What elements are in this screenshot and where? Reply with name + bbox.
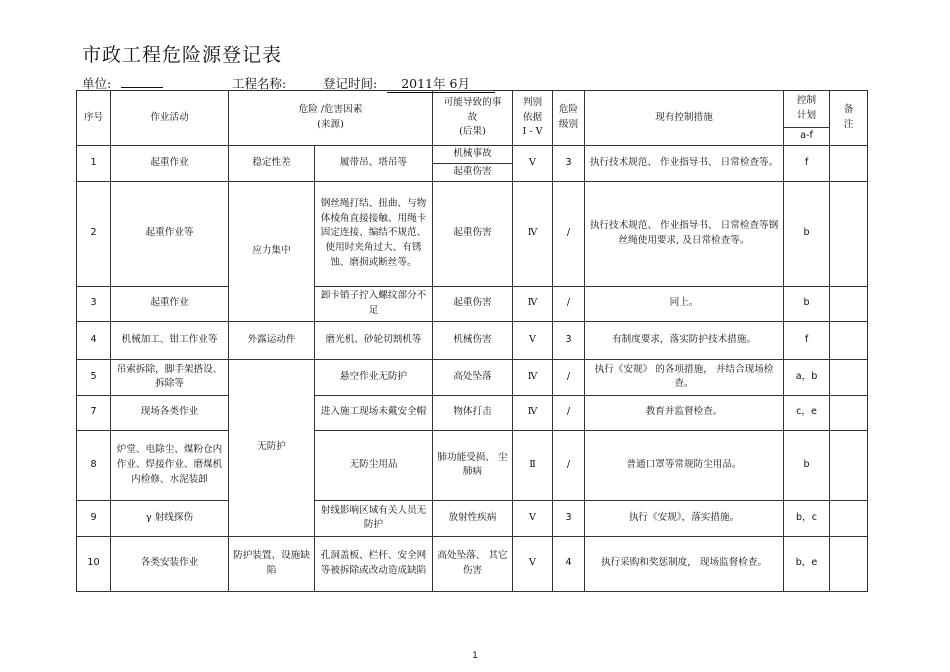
header-plan-line2: 计划: [796, 110, 817, 121]
table-row: [77, 500, 868, 536]
header-remark-line2: 注: [843, 119, 854, 130]
cell-result: 机械伤害: [433, 321, 513, 359]
cell-activity: γ 射线探伤: [111, 500, 229, 536]
table-row: [77, 430, 868, 500]
cell-seq: 9: [77, 500, 111, 536]
cell-level: /: [553, 181, 585, 286]
cell-remark: [830, 359, 868, 395]
cell-plan: b，c: [784, 500, 830, 536]
header-seq: 序号: [77, 91, 111, 146]
cell-category: 外露运动件: [229, 321, 315, 359]
header-basis-line3: Ⅰ - Ⅴ: [522, 126, 543, 138]
cell-activity: 现场各类作业: [111, 395, 229, 430]
cell-source: 射线影响区域有关人员无防护: [315, 500, 433, 536]
date-label: 登记时间:: [323, 76, 378, 91]
cell-remark: [830, 181, 868, 286]
header-remark: [830, 91, 868, 146]
header-result-line2: 故: [467, 111, 478, 123]
cell-result: 起重伤害: [433, 163, 513, 181]
page-number: 1: [472, 651, 478, 661]
cell-measures: 执行技术规范、 作业指导书、 日常检查等。: [585, 146, 784, 182]
cell-plan: b: [784, 286, 830, 321]
cell-measures: 同上。: [585, 286, 784, 321]
table-row: [77, 321, 868, 359]
cell-source: 孔洞盖板、栏杆、安全网等被拆除或改动造成缺陷: [315, 536, 433, 591]
header-factor-title: 危险 /危害因素: [298, 104, 363, 116]
cell-plan: b: [784, 181, 830, 286]
table-row: [77, 395, 868, 430]
cell-result: 放射性疾病: [433, 500, 513, 536]
cell-seq: 3: [77, 286, 111, 321]
header-basis: [513, 91, 553, 146]
cell-basis: Ⅳ: [513, 286, 553, 321]
cell-remark: [830, 430, 868, 500]
cell-measures: 执行《安规》，落实措施。: [585, 500, 784, 536]
cell-plan: b: [784, 430, 830, 500]
cell-measures: 执行技术规范、 作业指导书、 日常检查等钢丝绳使用要求, 及日常检查等。: [585, 181, 784, 286]
cell-basis: Ⅴ: [513, 500, 553, 536]
cell-remark: [830, 286, 868, 321]
cell-basis: Ⅳ: [513, 181, 553, 286]
table-row: [77, 536, 868, 591]
cell-remark: [830, 536, 868, 591]
header-activity: 作业活动: [111, 91, 229, 146]
cell-basis: Ⅴ: [513, 321, 553, 359]
header-row: [77, 91, 868, 128]
cell-result: 高处坠落: [433, 359, 513, 395]
cell-seq: 8: [77, 430, 111, 500]
header-measures: 现有控制措施: [585, 91, 784, 146]
cell-level: 3: [553, 146, 585, 182]
cell-source: 磨光机、砂轮切割机等: [315, 321, 433, 359]
cell-level: 4: [553, 536, 585, 591]
table-row: [77, 181, 868, 286]
cell-level: /: [553, 359, 585, 395]
cell-seq: 1: [77, 146, 111, 182]
cell-category: 应力集中: [229, 181, 315, 321]
header-plan-line1: 控制: [796, 95, 817, 107]
cell-activity: 起重作业: [111, 146, 229, 182]
header-level-line1: 危险: [558, 104, 579, 116]
cell-level: /: [553, 286, 585, 321]
cell-plan: c，e: [784, 395, 830, 430]
cell-level: /: [553, 430, 585, 500]
cell-remark: [830, 395, 868, 430]
cell-plan: f: [784, 321, 830, 359]
cell-measures: 有制度要求，落实防护技术措施。: [585, 321, 784, 359]
header-factor: [229, 91, 433, 146]
header-result-line1: 可能导致的事: [443, 96, 502, 108]
header-result-line3: (后果): [459, 126, 486, 138]
cell-level: 3: [553, 500, 585, 536]
cell-level: 3: [553, 321, 585, 359]
cell-source: 悬空作业无防护: [315, 359, 433, 395]
table-row: [77, 286, 868, 321]
cell-activity: 炉堂、电除尘、煤粉仓内作业、焊接作业、磨煤机内检修、水泥装卸: [111, 430, 229, 500]
cell-seq: 5: [77, 359, 111, 395]
project-label: 工程名称:: [232, 76, 287, 91]
cell-source: 履带吊、塔吊等: [315, 146, 433, 182]
cell-basis: Ⅳ: [513, 395, 553, 430]
cell-basis: Ⅴ: [513, 146, 553, 182]
header-result: [433, 91, 513, 146]
cell-measures: 普通口罩等常规防尘用品。: [585, 430, 784, 500]
cell-remark: [830, 146, 868, 182]
cell-remark: [830, 500, 868, 536]
cell-result: 高处坠落、 其它伤害: [433, 536, 513, 591]
header-basis-line2: 依据: [522, 111, 543, 123]
cell-measures: 教育并监督检查。: [585, 395, 784, 430]
header-plan: [784, 91, 830, 128]
cell-source: 钢丝绳打结、扭曲、与物体棱角直接接触、用绳卡固定连接、编结不规范、使用时夹角过大、有锈蚀、磨损或断丝等。: [315, 181, 433, 286]
cell-activity: 各类安装作业: [111, 536, 229, 591]
cell-plan: f: [784, 146, 830, 182]
header-level: [553, 91, 585, 146]
table-row: [77, 359, 868, 395]
cell-category: 无防护: [229, 359, 315, 536]
cell-activity: 起重作业: [111, 286, 229, 321]
cell-source: 卸卡销子拧入螺纹部分不足: [315, 286, 433, 321]
cell-basis: Ⅴ: [513, 536, 553, 591]
cell-activity: 起重作业等: [111, 181, 229, 286]
cell-measures: 执行采购和奖惩制度， 现场监督检查。: [585, 536, 784, 591]
cell-seq: 7: [77, 395, 111, 430]
cell-result: 肺功能受损、 尘肺病: [433, 430, 513, 500]
hazard-register-table: [76, 90, 868, 592]
cell-category: 稳定性差: [229, 146, 315, 182]
cell-level: /: [553, 395, 585, 430]
date-value: 2011年 6月: [387, 74, 495, 93]
cell-basis: Ⅳ: [513, 359, 553, 395]
unit-label: 单位:: [82, 76, 112, 91]
header-factor-sub: (来源): [317, 119, 344, 130]
cell-source: 进入施工现场未戴安全帽: [315, 395, 433, 430]
cell-activity: 吊索拆除，脚手架搭设、拆除等: [111, 359, 229, 395]
cell-basis: Ⅱ: [513, 430, 553, 500]
cell-result: 机械事故: [433, 146, 513, 164]
cell-seq: 4: [77, 321, 111, 359]
cell-seq: 10: [77, 536, 111, 591]
header-plan-sub: a-f: [784, 128, 830, 146]
cell-activity: 机械加工、钳工作业等: [111, 321, 229, 359]
cell-result: 起重伤害: [433, 181, 513, 286]
cell-source: 无防尘用品: [315, 430, 433, 500]
cell-result: 起重伤害: [433, 286, 513, 321]
cell-plan: b，e: [784, 536, 830, 591]
table-row: [77, 146, 868, 164]
unit-value: [121, 87, 163, 88]
cell-plan: a，b: [784, 359, 830, 395]
cell-result: 物体打击: [433, 395, 513, 430]
header-level-line2: 级别: [558, 119, 579, 130]
cell-remark: [830, 321, 868, 359]
page-title: 市政工程危险源登记表: [82, 44, 283, 66]
cell-category: 防护装置、设施缺陷: [229, 536, 315, 591]
header-remark-line1: 备: [843, 104, 854, 116]
cell-measures: 执行《安规》 的各项措施， 并结合现场检查。: [585, 359, 784, 395]
cell-seq: 2: [77, 181, 111, 286]
header-basis-line1: 判别: [522, 96, 543, 108]
